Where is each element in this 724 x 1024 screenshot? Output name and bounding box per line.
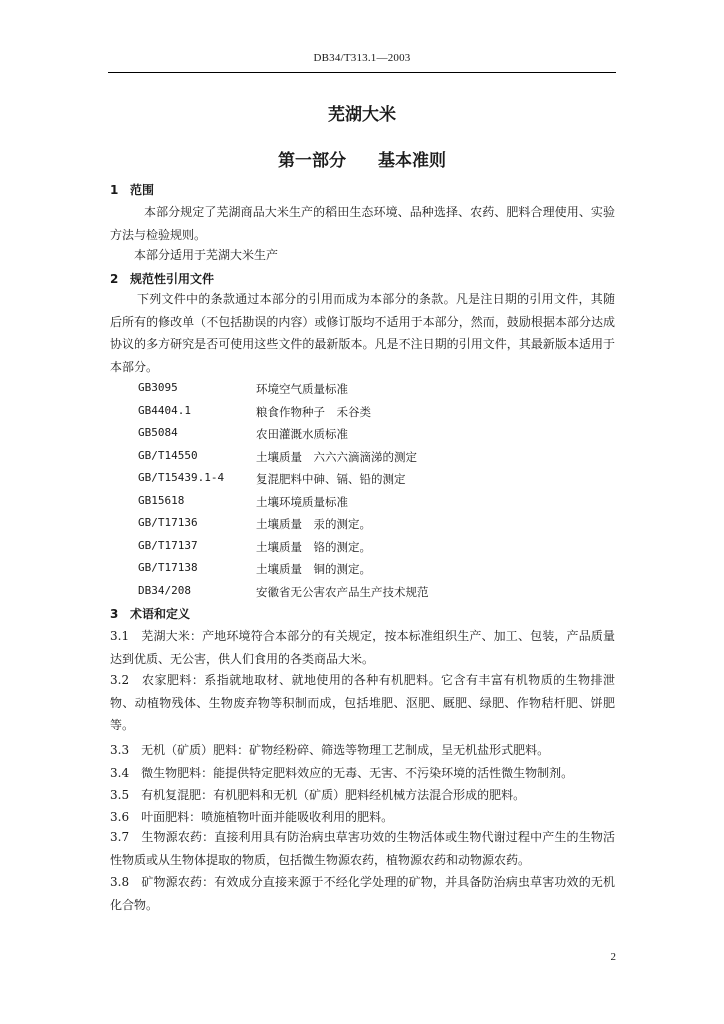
term-3-4: 3.4 微生物肥料：能提供特定肥料效应的无毒、无害、不污染环境的活性微生物制剂。 [110, 766, 574, 780]
reference-title: 安徽省无公害农产品生产技术规范 [256, 585, 429, 599]
reference-code: GB/T14550 [138, 449, 198, 462]
section-number: 3 [110, 607, 119, 621]
header-divider [108, 72, 616, 73]
reference-code: GB4404.1 [138, 404, 191, 417]
section-title: 范围 [130, 183, 155, 197]
term-3-8: 3.8 矿物源农药：有效成分直接来源于不经化学处理的矿物，并具备防治病虫草害功效的无机化合物。 [110, 875, 615, 912]
section-3-heading [110, 605, 190, 622]
reference-code: GB15618 [138, 494, 185, 507]
term-3-7: 3.7 生物源农药：直接利用具有防治病虫草害功效的生物活体或生物代谢过程中产生的生物活性物质或从生物体提取的物质，包括微生物源农药，植物源农药和动物源农药。 [110, 830, 615, 867]
section-1-paragraph-2: 本部分适用于芜湖大米生产 [134, 248, 279, 262]
section-1-paragraph-1: 本部分规定了芜湖商品大米生产的稻田生态环境、品种选择、农药、肥料合理使用、实验方法与检验规则。 [110, 205, 615, 242]
reference-title: 土壤质量 铬的测定。 [256, 540, 371, 554]
reference-title: 土壤质量 汞的测定。 [256, 517, 371, 531]
reference-title: 粮食作物种子 禾谷类 [256, 405, 371, 419]
term-3-6: 3.6 叶面肥料：喷施植物叶面并能吸收利用的肥料。 [110, 810, 394, 824]
reference-title: 农田灌溉水质标准 [256, 427, 348, 441]
reference-code: GB5084 [138, 426, 178, 439]
section-2-paragraph: 下列文件中的条款通过本部分的引用而成为本部分的条款。凡是注日期的引用文件，其随后所有的修改单（不包括勘误的内容）或修订版均不适用于本部分，然而，鼓励根据本部分达成协议的多方研究是否可使用这些文件的最新版本。凡是不注日期的引用文件，其最新版本适用于本部分。 [110, 292, 615, 374]
term-3-1: 3.1 芜湖大米：产地环境符合本部分的有关规定，按本标准组织生产、加工、包装，产品质量达到优质、无公害，供人们食用的各类商品大米。 [110, 629, 615, 666]
term-3-3: 3.3 无机（矿质）肥料：矿物经粉碎、筛选等物理工艺制成，呈无机盐形式肥料。 [110, 743, 550, 757]
section-title: 规范性引用文件 [130, 272, 215, 286]
section-title: 术语和定义 [130, 607, 191, 621]
document-subtitle: 第一部分 基本准则 [278, 151, 446, 171]
page-number: 2 [610, 951, 616, 963]
reference-title: 环境空气质量标准 [256, 382, 348, 396]
section-1-heading [110, 181, 154, 198]
document-code-header: DB34/T313.1—2003 [313, 52, 411, 64]
reference-code: GB/T17136 [138, 516, 198, 529]
reference-title: 复混肥料中砷、镉、铅的测定 [256, 472, 406, 486]
reference-code: GB/T17138 [138, 561, 198, 574]
section-number: 1 [110, 183, 119, 197]
reference-title: 土壤质量 铜的测定。 [256, 562, 371, 576]
reference-code: GB/T17137 [138, 539, 198, 552]
term-3-5: 3.5 有机复混肥：有机肥料和无机（矿质）肥料经机械方法混合形成的肥料。 [110, 788, 526, 802]
reference-code: DB34/208 [138, 584, 191, 597]
term-3-2: 3.2 农家肥料：系指就地取材、就地使用的各种有机肥料。它含有丰富有机物质的生物排泄物、动植物残体、生物废弃物等积制而成，包括堆肥、沤肥、厩肥、绿肥、作物秸杆肥、饼肥等。 [110, 673, 615, 732]
document-title: 芜湖大米 [328, 105, 396, 125]
section-2-heading [110, 270, 214, 287]
reference-code: GB/T15439.1-4 [138, 471, 225, 484]
reference-title: 土壤质量 六六六滴滴涕的测定 [256, 450, 417, 464]
reference-code: GB3095 [138, 381, 178, 394]
section-number: 2 [110, 272, 119, 286]
reference-title: 土壤环境质量标准 [256, 495, 348, 509]
